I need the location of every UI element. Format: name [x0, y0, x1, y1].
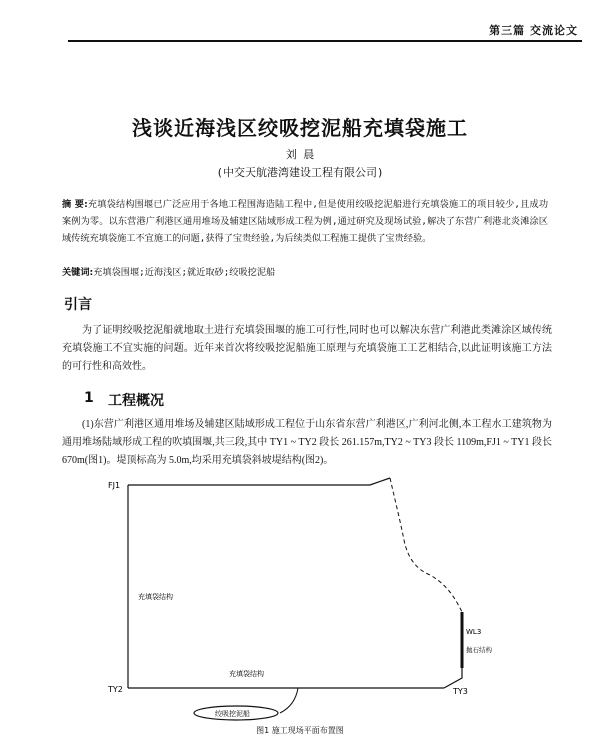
abstract-text: 充填袋结构围堰已广泛应用于各地工程围海造陆工程中,但是使用绞吸挖泥船进行充填袋施工的项目较少,且成功案例为零。以东营港广利港区通用堆场及辅建区陆域形成工程为例,通过研究及现场试验,解决了东营广利港北炎滩涂区域传统充填袋施工不宜施工的问题,获得了宝贵经验,为后续类似工程施工提供了宝贵经验。 — [62, 199, 549, 244]
keywords-label: 关键词: — [62, 267, 94, 278]
label-dredger: 绞吸挖泥船 — [215, 710, 250, 718]
figure-dashed-boundary — [390, 478, 462, 612]
paper-title: 浅谈近海浅区绞吸挖泥船充填袋施工 — [132, 116, 468, 140]
label-left-structure: 充填袋结构 — [138, 593, 173, 601]
label-ty2: TY2 — [108, 685, 123, 694]
label-fj1: FJ1 — [108, 481, 121, 490]
label-right-structure: 抛石结构 — [466, 646, 492, 654]
section-number-overview: 1 — [84, 390, 94, 406]
section-heading-overview: 工程概况 — [108, 393, 164, 409]
label-bottom-structure: 充填袋结构 — [229, 670, 264, 678]
author-affiliation: (中交天航港湾建设工程有限公司) — [216, 166, 384, 179]
figure-pipeline — [280, 688, 298, 713]
abstract-label: 摘 要: — [62, 199, 88, 210]
figure-right-boundary — [444, 612, 462, 688]
label-wl3: WL3 — [466, 628, 482, 636]
overview-paragraph: (1)东营广利港区通用堆场及辅建区陆域形成工程位于山东省东营广利港区,广利河北侧,本工程水工建筑物为通用堆场陆域形成工程的吹填围堰,共三段,其中 TY1 ~ TY2 段长 261.157m,TY2 ~ TY3 段长 1109m,FJ1 ~ TY1 段长 670m(图1)。堤顶标高为 5.0m,均采用充填袋斜坡堤结构(图2)。 — [62, 419, 552, 466]
author-name: 刘 晨 — [285, 148, 315, 161]
running-head: 第三篇 交流论文 — [489, 24, 578, 37]
section-heading-intro: 引言 — [64, 297, 92, 313]
figure-caption: 图1 施工现场平面布置图 — [256, 726, 344, 735]
figure-top-boundary — [128, 478, 390, 485]
intro-paragraph: 为了证明绞吸挖泥船就地取土进行充填袋围堰的施工可行性,同时也可以解决东营广利港此类滩涂区域传统充填袋施工不宜实施的问题。近年来首次将绞吸挖泥船施工原理与充填袋施工工艺相结合,以此证明该施工方法的可行性和高效性。 — [62, 325, 552, 372]
keywords-text: 充填袋围堰;近海浅区;就近取砂;绞吸挖泥船 — [93, 267, 276, 278]
label-ty3: TY3 — [453, 687, 468, 696]
